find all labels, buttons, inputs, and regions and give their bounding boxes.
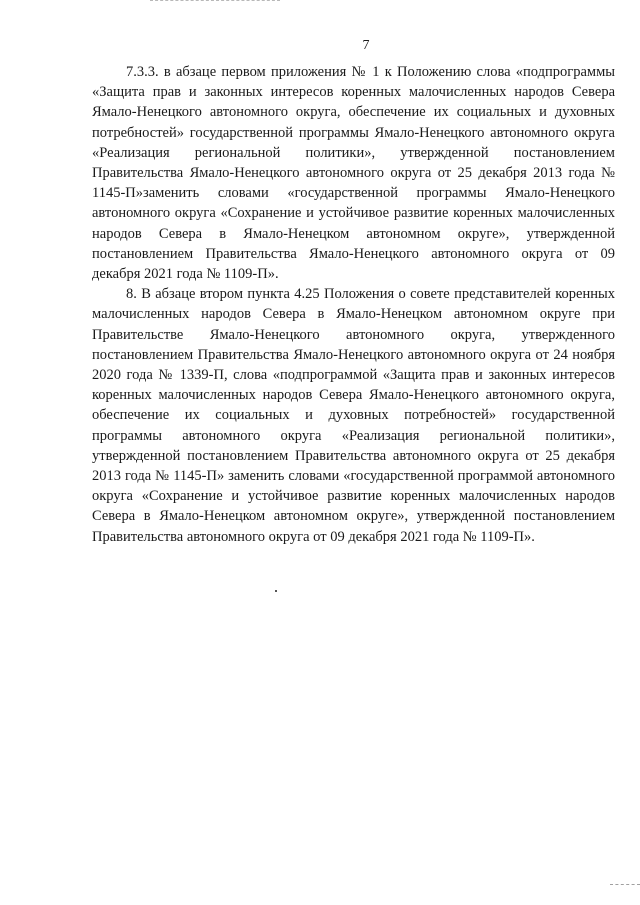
document-body: [92, 62, 615, 547]
paragraph-7-3-3: 7.3.3. в абзаце первом приложения № 1 к Положению слова «подпрограммы «Защита прав и законных интересов коренных малочисленных народов Севера Ямало-Ненецкого автономного округа, обеспечение их социальных и духовных потребностей» государственной программы Ямало-Ненецкого автономного округа «Реализация региональной политики», утвержденной постановлением Правительства Ямало-Ненецкого автономного округа от 25 декабря 2013 года № 1145-П»заменить словами «государственной программы Ямало-Ненецкого автономного округа «Сохранение и устойчивое развитие коренных малочисленных народов Севера в Ямало-Ненецком автономном округе», утвержденной постановлением Правительства Ямало-Ненецкого автономного округа от 09 декабря 2021 года № 1109-П».: [92, 64, 615, 283]
scan-artifact-top: [150, 0, 280, 4]
page-number: 7: [362, 38, 370, 53]
scan-speck: [275, 590, 277, 592]
paragraph-8: 8. В абзаце втором пункта 4.25 Положения о совете представителей коренных малочисленных народов Севера в Ямало-Ненецком автономном округе при Правительстве Ямало-Ненецкого автономного округа, утвержденного постановлением Правительства Ямало-Ненецкого автономного округа от 24 ноября 2020 года № 1339-П, слова «подпрограммой «Защита прав и законных интересов коренных малочисленных народов Севера Ямало-Ненецкого автономного округа, обеспечение их социальных и духовных потребностей» государственной программы автономного округа «Реализация региональной политики», утвержденной постановлением Правительства автономного округа от 25 декабря 2013 года № 1145-П» заменить словами «государственной программой автономного округа «Сохранение и устойчивое развитие коренных малочисленных народов Севера в Ямало-Ненецком автономном округе», утвержденной постановлением Правительства автономного округа от 09 декабря 2021 года № 1109-П».: [92, 286, 615, 545]
scan-artifact-bottom: [610, 884, 640, 887]
